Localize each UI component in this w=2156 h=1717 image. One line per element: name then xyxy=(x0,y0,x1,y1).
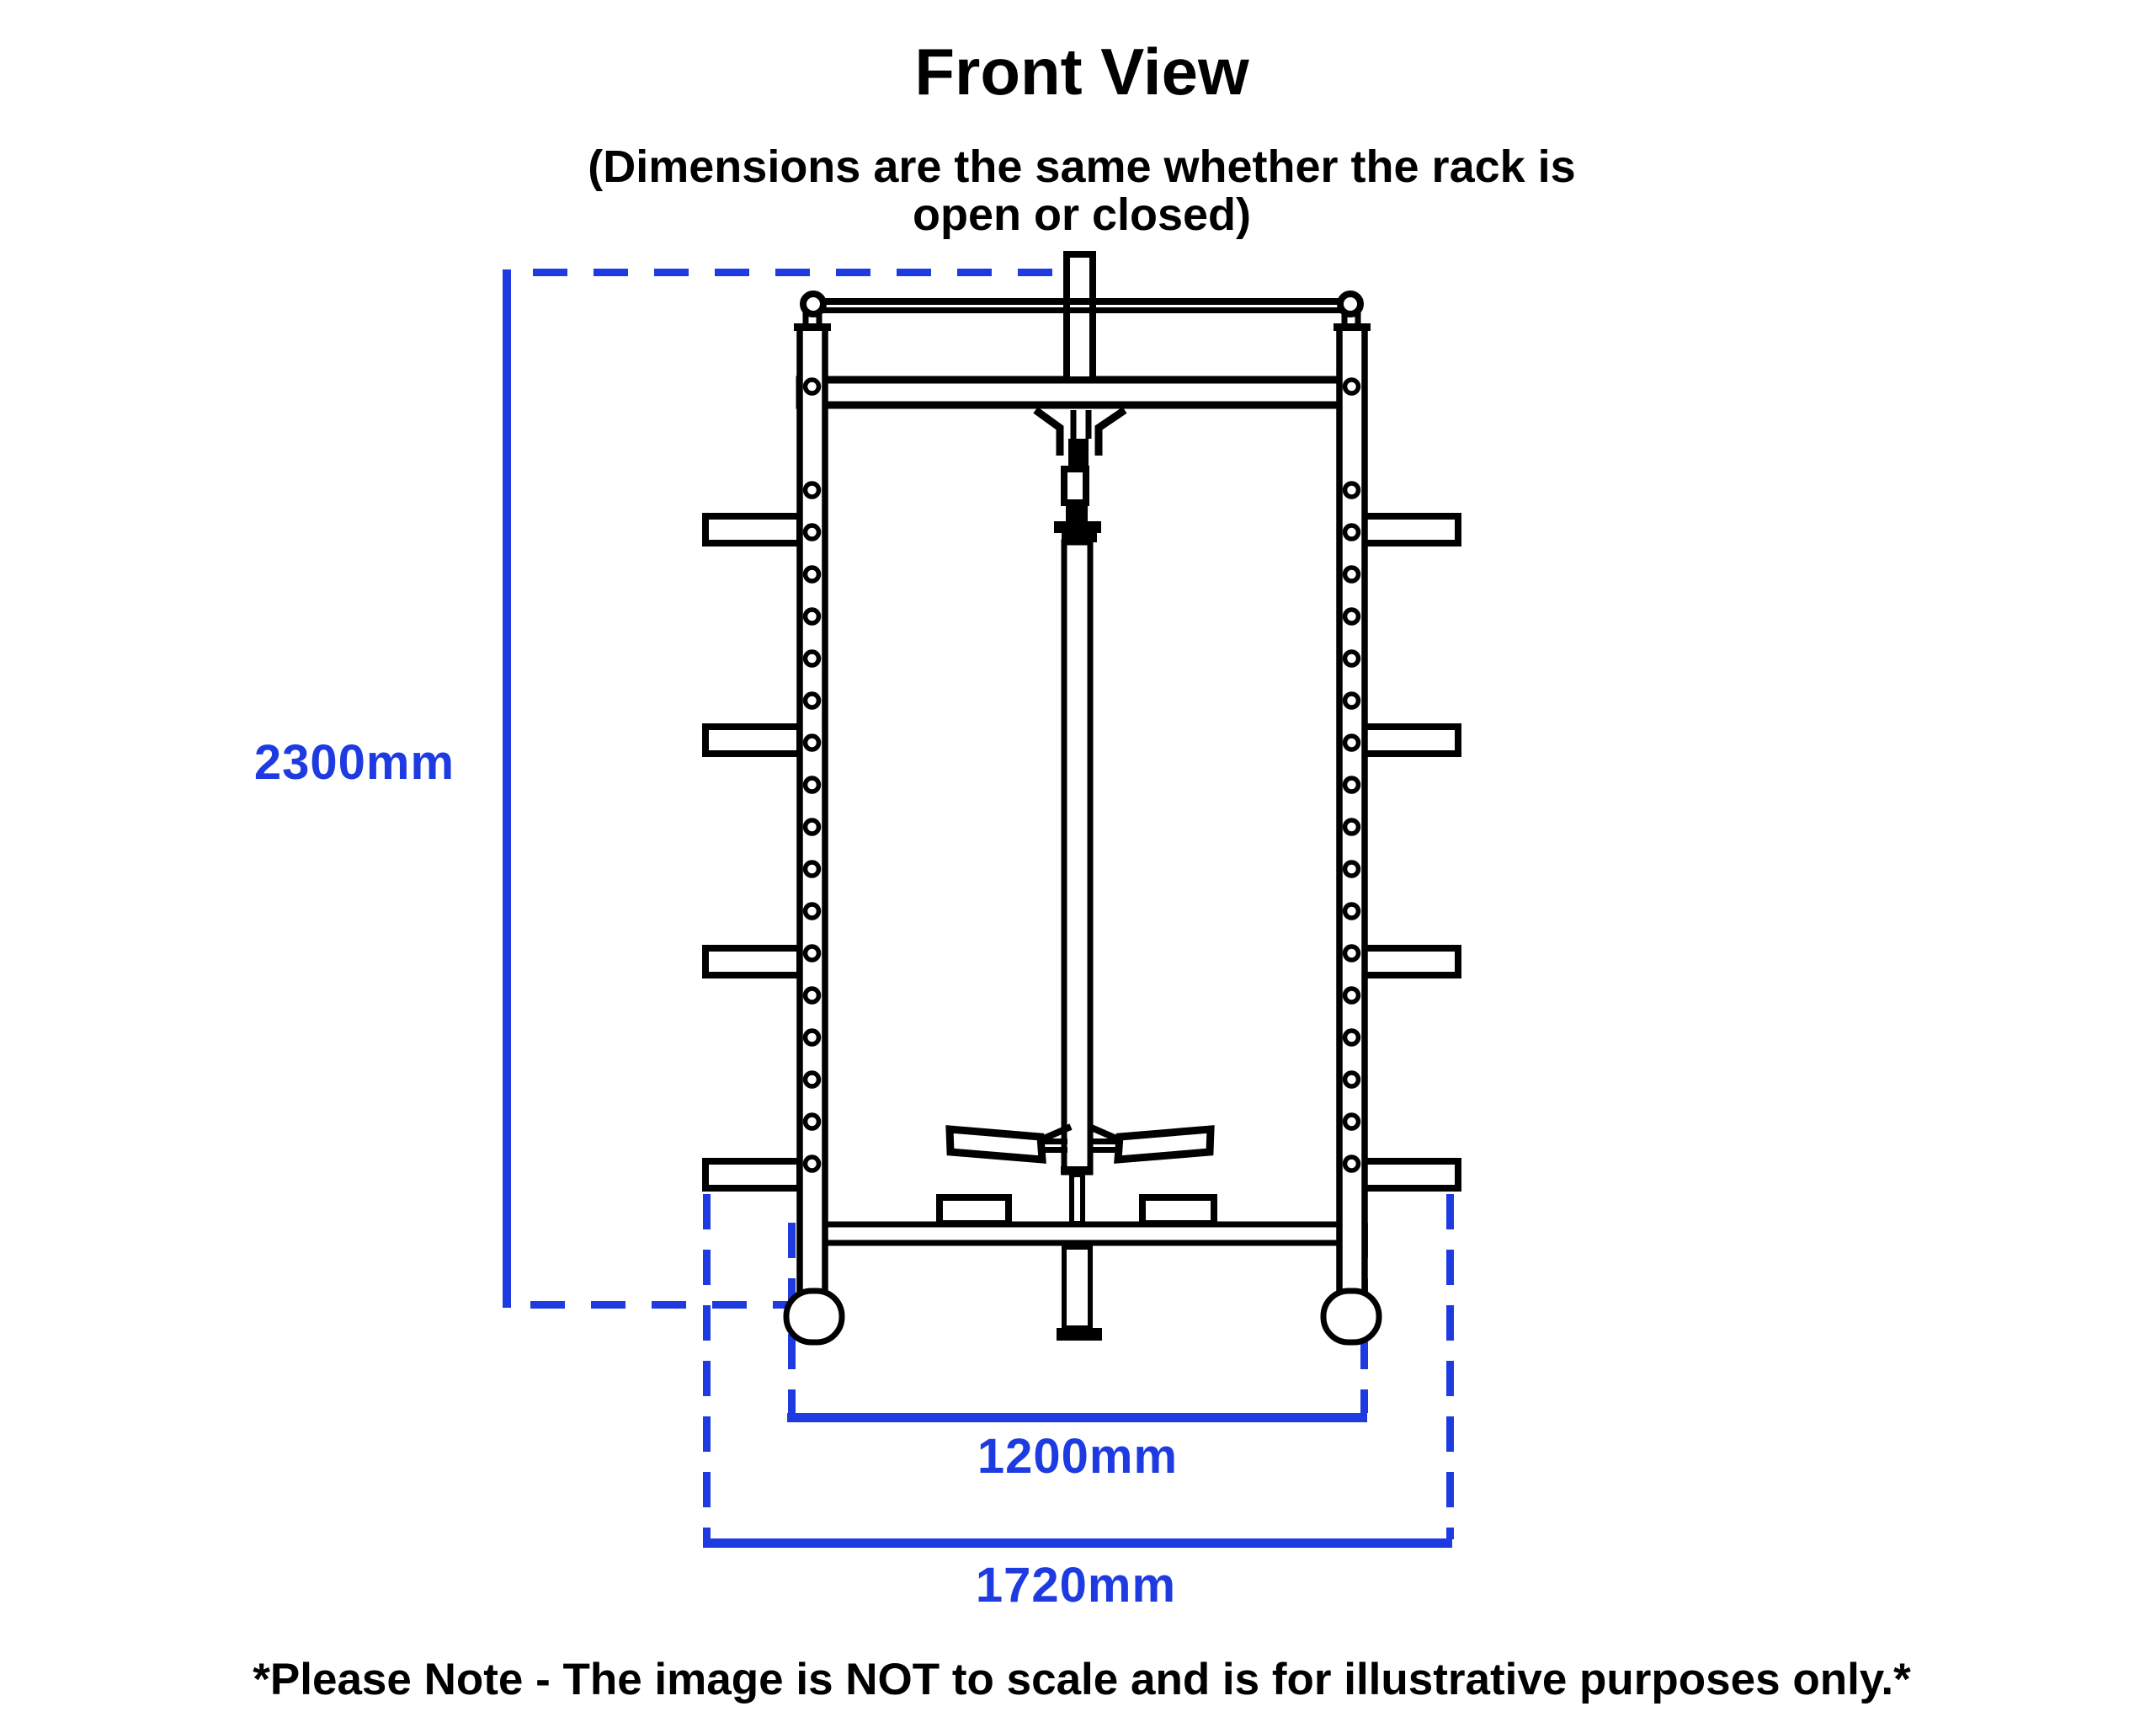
inner-width-dimension-line xyxy=(787,1413,1367,1422)
bottom-base-beam xyxy=(800,1224,1364,1243)
right-weight-pegs xyxy=(1364,516,1458,1188)
right-post-cap xyxy=(1334,323,1371,331)
page-title: Front View xyxy=(914,35,1249,109)
upper-crossbeam xyxy=(800,380,1364,405)
carriage-stem xyxy=(1072,1175,1083,1224)
left-plate-holder xyxy=(950,1129,1042,1160)
footer-note: *Please Note - The image is NOT to scale and is for illustrative purposes only.* xyxy=(253,1655,1911,1704)
subtitle-line-1: (Dimensions are the same whether the rack is xyxy=(588,141,1576,192)
inner-width-dimension-label: 1200mm xyxy=(977,1429,1179,1484)
outer-width-dimension-label: 1720mm xyxy=(975,1558,1177,1613)
left-post-cap xyxy=(794,323,831,331)
outer-width-dimension-line xyxy=(703,1538,1452,1548)
center-guide-tube xyxy=(1064,542,1090,1172)
right-foot xyxy=(1323,1291,1379,1342)
pull-up-bar-left-knob xyxy=(803,294,823,314)
height-dimension-line xyxy=(503,269,511,1308)
center-top-post xyxy=(1067,254,1093,380)
center-foot-pad xyxy=(1057,1328,1102,1341)
right-plate-holder xyxy=(1118,1129,1211,1160)
rack-drawing xyxy=(705,254,1458,1342)
right-base-block xyxy=(1142,1197,1214,1224)
subtitle-line-2: open or closed) xyxy=(912,189,1252,240)
left-weight-pegs xyxy=(705,516,800,1188)
center-lower-tube xyxy=(1064,1247,1090,1328)
pull-up-bar-right-knob xyxy=(1340,294,1360,314)
dimension-annotations xyxy=(503,269,1452,1548)
left-base-block xyxy=(940,1197,1009,1224)
height-dimension-label: 2300mm xyxy=(253,735,455,790)
left-foot xyxy=(786,1291,842,1342)
